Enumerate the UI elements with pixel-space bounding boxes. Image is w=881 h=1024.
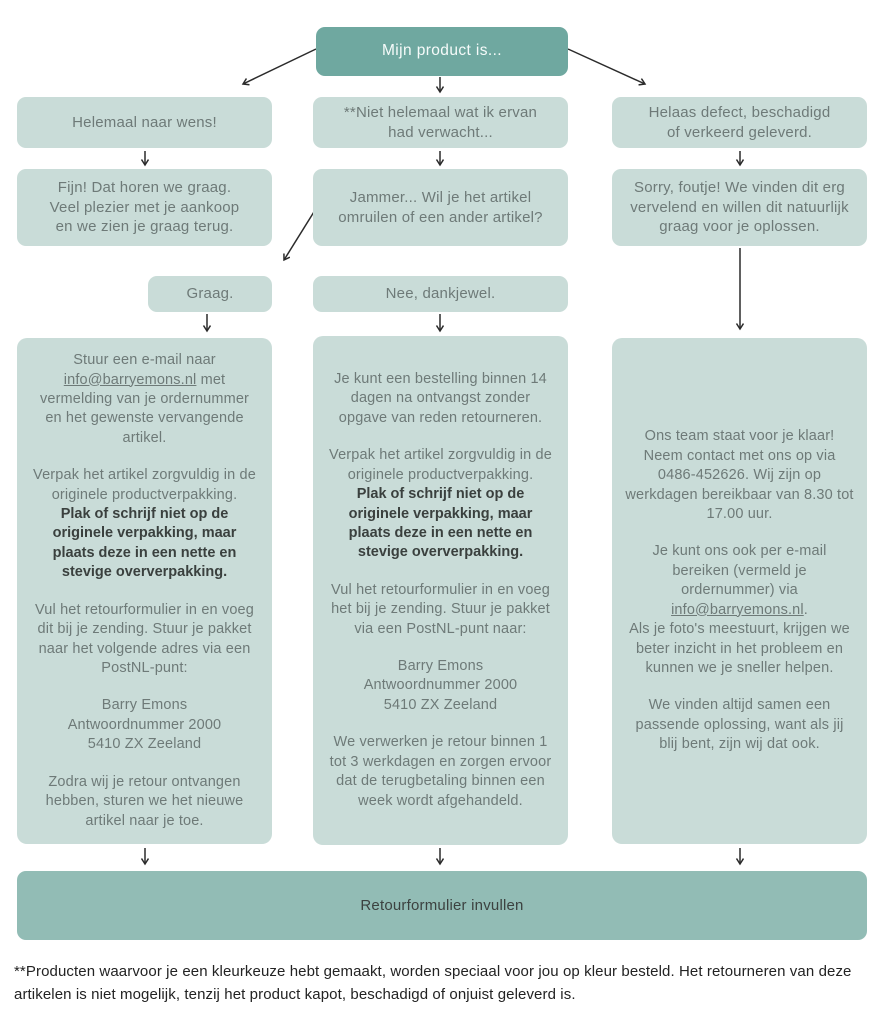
detail-right-box <box>612 338 867 844</box>
option-middle-label: **Niet helemaal wat ik ervan had verwacht... <box>343 103 538 141</box>
detail-left-form-paragraph: Vul het retourformulier in en voeg dit bij je zending. Stuur je pakket naar het volgende adres via een PostNL-punt: <box>35 601 254 676</box>
choice-nee-box <box>313 276 568 312</box>
option-middle-box <box>313 97 568 148</box>
detail-middle-return-paragraph: Je kunt een bestelling binnen 14 dagen na ontvangst zonder opgave van reden retourneren. <box>334 370 547 426</box>
option-left-label: Helemaal naar wens! <box>72 113 217 131</box>
address-zip: 5410 ZX Zeeland <box>87 736 202 753</box>
detail-right-email-paragraph <box>625 542 854 678</box>
detail-middle-p2-bold: Plak of schrijf niet op de originele verpakking, maar plaats deze in een nette en stevige oververpakking. <box>348 486 533 561</box>
address-number: Antwoordnummer 2000 <box>67 716 222 733</box>
detail-left-address <box>68 696 222 754</box>
address-zip: 5410 ZX Zeeland <box>383 696 498 713</box>
choice-graag-label: Graag. <box>186 285 234 303</box>
arrow-root-to-right <box>568 49 645 84</box>
detail-left-p2-normal: Verpak het artikel zorgvuldig in de originele productverpakking. <box>33 467 256 503</box>
color-choice-footnote: **Producten waarvoor je een kleurkeuze hebt gemaakt, worden speciaal voor jou op kleur besteld. Het retourneren van deze artikelen is niet mogelijk, tenzij het product kapot, beschadigd of onjuist geleverd is. <box>14 963 852 1003</box>
root-label: Mijn product is... <box>381 42 503 60</box>
option-right-label: Helaas defect, beschadigd of verkeerd geleverd. <box>648 103 831 141</box>
detail-middle-packing-paragraph <box>326 446 555 563</box>
detail-middle-address <box>364 657 518 715</box>
detail-middle-box <box>313 336 568 845</box>
response-middle-text: Jammer... Wil je het artikel omruilen of een ander artikel? <box>338 188 543 226</box>
detail-left-packing-paragraph <box>30 466 259 583</box>
arrow-root-to-left <box>243 49 316 84</box>
detail-right-p2-before: Je kunt ons ook per e-mail bereiken (vermeld je ordernummer) via <box>652 543 827 599</box>
response-middle-box <box>313 169 568 246</box>
response-left-box <box>17 169 272 246</box>
option-right-box <box>612 97 867 148</box>
detail-middle-p2-normal: Verpak het artikel zorgvuldig in de originele productverpakking. <box>329 447 552 483</box>
email-link[interactable]: info@barryemons.nl <box>63 371 197 388</box>
detail-left-p2-bold: Plak of schrijf niet op de originele verpakking, maar plaats deze in een nette en stevige oververpakking. <box>52 506 237 581</box>
detail-left-p1-before: Stuur een e-mail naar <box>73 352 216 369</box>
choice-nee-label: Nee, dankjewel. <box>385 285 496 303</box>
address-name: Barry Emons <box>101 697 188 714</box>
detail-left-p1-after: met vermelding van je ordernummer en het gewenste vervangende artikel. <box>39 371 250 446</box>
detail-left-box <box>17 338 272 844</box>
detail-right-phone-paragraph: Ons team staat voor je klaar! Neem contact met ons op via 0486-452626. Wij zijn op werkdagen bereikbaar van 8.30 tot 17.00 uur. <box>625 428 854 523</box>
address-name: Barry Emons <box>397 658 484 675</box>
response-left-text: Fijn! Dat horen we graag. Veel plezier met je aankoop en we zien je graag terug. <box>49 178 240 236</box>
detail-right-p2-after: . <box>803 601 808 618</box>
return-form-button-label: Retourformulier invullen <box>360 897 524 914</box>
response-right-text: Sorry, foutje! We vinden dit erg vervelend en willen dit natuurlijk graag voor je oplossen. <box>630 178 849 236</box>
return-form-button[interactable] <box>17 871 867 940</box>
detail-middle-form-paragraph: Vul het retourformulier in en voeg het bij je zending. Stuur je pakket via een PostNL-punt naar: <box>331 581 550 637</box>
option-left-box <box>17 97 272 148</box>
detail-left-closing-paragraph: Zodra wij je retour ontvangen hebben, sturen we het nieuwe artikel naar je toe. <box>45 773 244 829</box>
response-right-box <box>612 169 867 246</box>
choice-graag-box <box>148 276 272 312</box>
detail-right-photos-note: Als je foto's meestuurt, krijgen we beter inzicht in het probleem en kunnen we je sneller helpen. <box>629 621 850 676</box>
email-link[interactable]: info@barryemons.nl <box>671 601 804 618</box>
detail-left-email-paragraph <box>30 351 259 448</box>
detail-right-closing-paragraph: We vinden altijd samen een passende oplossing, want als jij blij bent, zijn wij dat ook. <box>635 697 844 753</box>
root-box <box>316 27 568 76</box>
address-number: Antwoordnummer 2000 <box>363 677 518 694</box>
detail-middle-refund-paragraph: We verwerken je retour binnen 1 tot 3 werkdagen en zorgen ervoor dat de terugbetaling binnen een week wordt afgehandeld. <box>329 734 552 809</box>
